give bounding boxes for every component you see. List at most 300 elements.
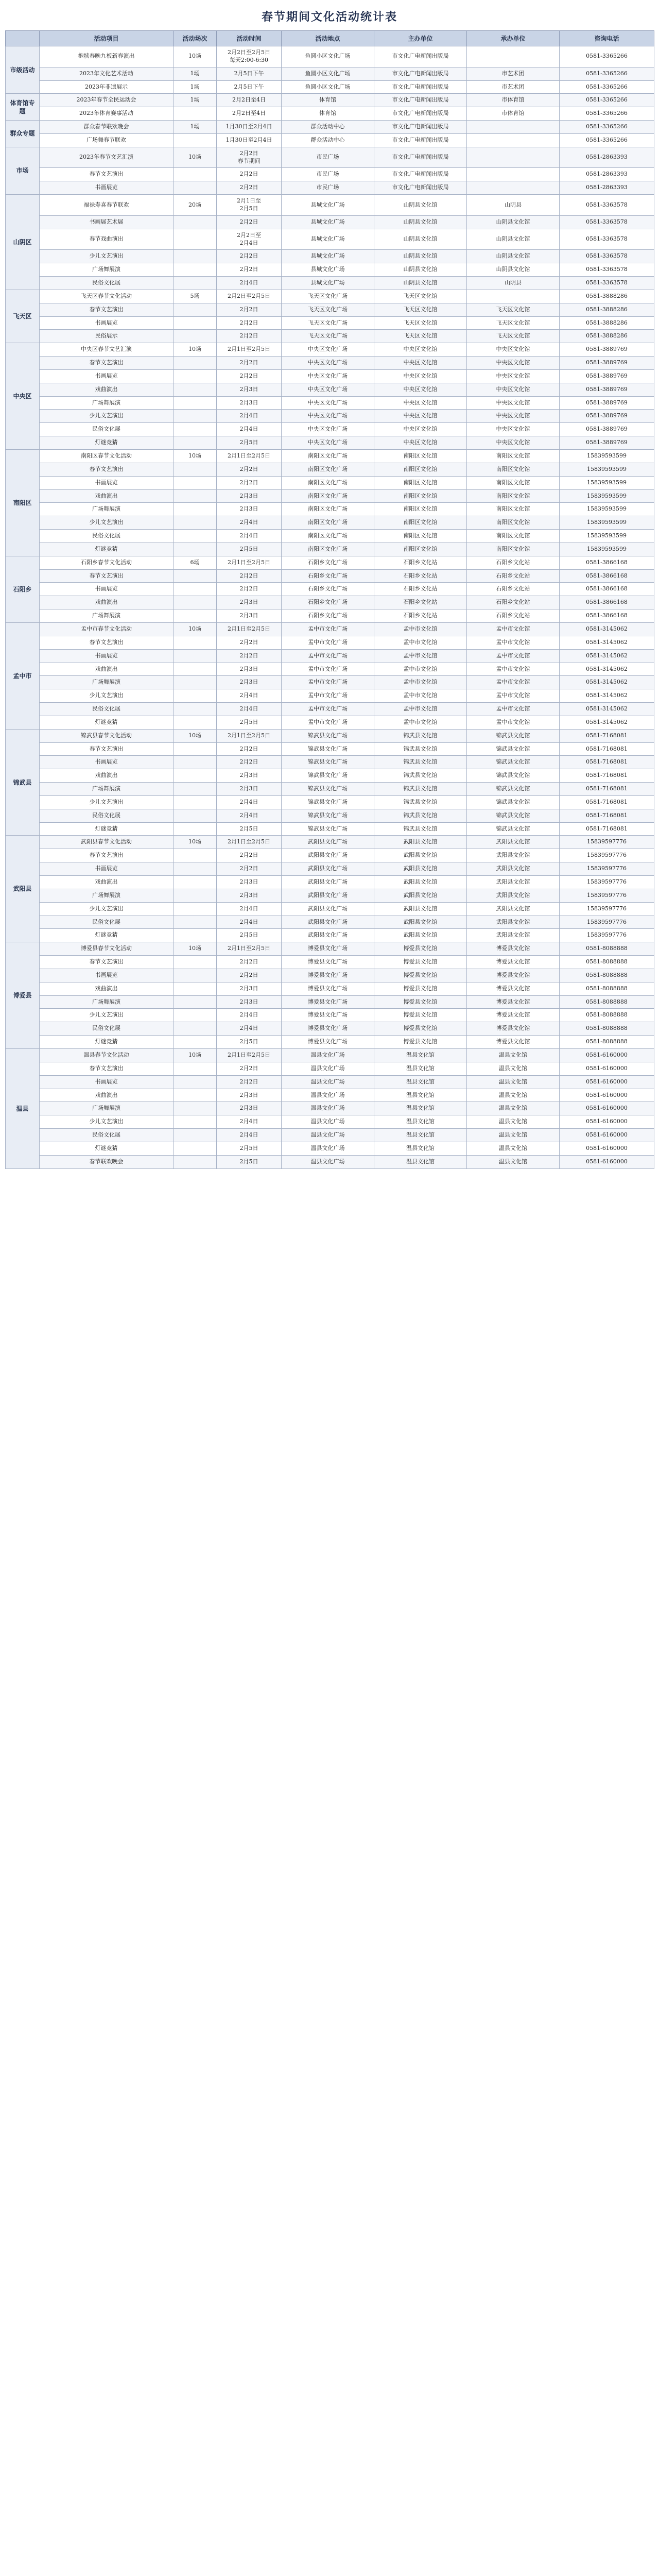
activity-time-cell: 2月4日 (217, 1129, 282, 1142)
activity-time-cell: 2月3日 (217, 609, 282, 623)
activity-time-cell: 1月30日至2月4日 (217, 133, 282, 147)
activity-place-cell: 温县文化广场 (282, 1089, 374, 1102)
activity-count-cell: 10场 (174, 1048, 217, 1062)
activity-name-cell: 民俗文化展 (40, 1129, 174, 1142)
activity-name-cell: 少儿文艺演出 (40, 689, 174, 703)
activity-phone-cell: 0581-3365266 (560, 94, 654, 107)
activity-host-cell: 飞天区文化馆 (374, 290, 467, 303)
activity-count-cell (174, 902, 217, 916)
activity-host-cell: 温县文化馆 (374, 1129, 467, 1142)
activity-time-cell: 2月2日 (217, 569, 282, 583)
activity-name-cell: 戏曲演出 (40, 982, 174, 995)
activity-organizer-cell: 南阳区文化馆 (467, 489, 560, 503)
activity-time-cell: 2月5日 (217, 1155, 282, 1168)
activity-count-cell (174, 263, 217, 277)
activity-count-cell (174, 676, 217, 689)
activity-time-cell: 2月1日至2月5日 (217, 556, 282, 569)
activity-phone-cell: 0581-3365266 (560, 107, 654, 121)
activity-host-cell: 山阴县文化馆 (374, 250, 467, 263)
table-row (6, 649, 654, 663)
table-row (6, 369, 654, 383)
activity-time-cell: 2月3日 (217, 383, 282, 396)
activity-host-cell: 博爱县文化馆 (374, 1036, 467, 1049)
activity-organizer-cell: 博爱县文化馆 (467, 1036, 560, 1049)
activity-place-cell: 孟中市文化广场 (282, 622, 374, 636)
activity-name-cell: 戏曲演出 (40, 663, 174, 676)
activity-phone-cell: 15839593599 (560, 450, 654, 463)
table-row (6, 181, 654, 195)
activity-time-cell: 2月2日 (217, 303, 282, 316)
activity-time-cell: 2月3日 (217, 503, 282, 516)
activity-phone-cell: 0581-3888286 (560, 290, 654, 303)
region-cell: 市级活动 (6, 46, 40, 94)
activity-name-cell: 戏曲演出 (40, 596, 174, 609)
activity-organizer-cell: 温县文化馆 (467, 1089, 560, 1102)
region-cell: 中央区 (6, 343, 40, 450)
table-row (6, 556, 654, 569)
activity-name-cell: 少儿文艺演出 (40, 516, 174, 530)
table-row (6, 215, 654, 229)
activity-organizer-cell: 石阳乡文化站 (467, 583, 560, 596)
activity-place-cell: 博爱县文化广场 (282, 982, 374, 995)
activity-name-cell: 孟中市春节文化活动 (40, 622, 174, 636)
activity-host-cell: 中央区文化馆 (374, 396, 467, 410)
activity-organizer-cell: 南阳区文化馆 (467, 530, 560, 543)
activity-place-cell: 武阳县文化广场 (282, 876, 374, 889)
activity-host-cell: 中央区文化馆 (374, 343, 467, 357)
activity-organizer-cell: 南阳区文化馆 (467, 543, 560, 556)
activity-count-cell: 10场 (174, 729, 217, 742)
activity-phone-cell: 0581-3363578 (560, 250, 654, 263)
activity-host-cell: 武阳县文化馆 (374, 836, 467, 849)
activity-phone-cell: 0581-3866168 (560, 583, 654, 596)
table-row (6, 769, 654, 783)
table-row (6, 476, 654, 489)
activity-host-cell: 南阳区文化馆 (374, 450, 467, 463)
activity-time-cell: 2月2日 (217, 583, 282, 596)
activity-place-cell: 温县文化广场 (282, 1142, 374, 1155)
activity-count-cell (174, 1089, 217, 1102)
activity-organizer-cell: 武阳县文化馆 (467, 916, 560, 929)
activity-name-cell: 灯谜竞猜 (40, 822, 174, 836)
activity-time-cell: 2月2日 (217, 263, 282, 277)
activity-count-cell (174, 583, 217, 596)
table-row (6, 1075, 654, 1089)
activity-time-cell: 2月3日 (217, 769, 282, 783)
activity-phone-cell: 0581-3145062 (560, 663, 654, 676)
activity-place-cell: 中央区文化广场 (282, 423, 374, 436)
table-row (6, 1129, 654, 1142)
activity-phone-cell: 0581-8088888 (560, 969, 654, 982)
activity-name-cell: 戏曲演出 (40, 1089, 174, 1102)
activity-host-cell: 南阳区文化馆 (374, 530, 467, 543)
table-row (6, 423, 654, 436)
activity-host-cell: 市文化广电新闻出版局 (374, 121, 467, 134)
table-row (6, 969, 654, 982)
activity-host-cell: 市文化广电新闻出版局 (374, 67, 467, 80)
activity-place-cell: 群众活动中心 (282, 133, 374, 147)
activity-host-cell: 山阴县文化馆 (374, 277, 467, 290)
activity-time-cell: 2月4日 (217, 703, 282, 716)
activity-time-cell: 2月1日至 2月5日 (217, 195, 282, 216)
activity-count-cell (174, 383, 217, 396)
activity-count-cell (174, 1155, 217, 1168)
table-row (6, 836, 654, 849)
activity-count-cell: 5场 (174, 290, 217, 303)
activity-table (5, 30, 654, 1169)
activity-host-cell: 飞天区文化馆 (374, 316, 467, 330)
activity-organizer-cell: 锦武县文化馆 (467, 729, 560, 742)
table-row (6, 1036, 654, 1049)
table-row (6, 703, 654, 716)
activity-time-cell: 2月2日 (217, 476, 282, 489)
activity-host-cell: 中央区文化馆 (374, 410, 467, 423)
activity-time-cell: 2月2日 (217, 742, 282, 756)
activity-host-cell: 温县文化馆 (374, 1089, 467, 1102)
activity-host-cell: 市文化广电新闻出版局 (374, 94, 467, 107)
activity-name-cell: 广场舞展演 (40, 676, 174, 689)
table-row (6, 889, 654, 902)
activity-time-cell: 2月2日 (217, 181, 282, 195)
activity-organizer-cell: 武阳县文化馆 (467, 929, 560, 942)
activity-name-cell: 少儿文艺演出 (40, 902, 174, 916)
activity-count-cell (174, 489, 217, 503)
table-row (6, 1102, 654, 1115)
activity-time-cell: 2月5日 (217, 1142, 282, 1155)
table-row (6, 277, 654, 290)
table-row (6, 956, 654, 969)
activity-host-cell: 市文化广电新闻出版局 (374, 181, 467, 195)
table-row (6, 609, 654, 623)
activity-name-cell: 2023年春节文艺汇演 (40, 147, 174, 168)
activity-phone-cell: 0581-3145062 (560, 622, 654, 636)
activity-count-cell (174, 663, 217, 676)
activity-count-cell (174, 181, 217, 195)
activity-phone-cell: 0581-7168081 (560, 769, 654, 783)
table-row (6, 942, 654, 956)
activity-place-cell: 鱼圆小区文化广场 (282, 46, 374, 67)
activity-phone-cell: 0581-8088888 (560, 1022, 654, 1036)
activity-organizer-cell: 中央区文化馆 (467, 357, 560, 370)
header-place: 活动地点 (282, 31, 374, 46)
activity-place-cell: 石阳乡文化广场 (282, 583, 374, 596)
activity-host-cell: 石阳乡文化站 (374, 596, 467, 609)
table-row (6, 783, 654, 796)
table-row (6, 290, 654, 303)
activity-organizer-cell: 南阳区文化馆 (467, 503, 560, 516)
activity-time-cell: 2月3日 (217, 676, 282, 689)
activity-place-cell: 武阳县文化广场 (282, 902, 374, 916)
activity-place-cell: 南阳区文化广场 (282, 543, 374, 556)
activity-name-cell: 2023年春节全民运动会 (40, 94, 174, 107)
activity-organizer-cell: 孟中市文化馆 (467, 649, 560, 663)
activity-organizer-cell: 中央区文化馆 (467, 383, 560, 396)
activity-host-cell: 武阳县文化馆 (374, 902, 467, 916)
activity-name-cell: 戏曲演出 (40, 489, 174, 503)
region-cell: 体育馆专题 (6, 94, 40, 121)
activity-host-cell: 市文化广电新闻出版局 (374, 46, 467, 67)
activity-place-cell: 孟中市文化广场 (282, 703, 374, 716)
activity-phone-cell: 15839597776 (560, 929, 654, 942)
activity-place-cell: 中央区文化广场 (282, 396, 374, 410)
activity-host-cell: 孟中市文化馆 (374, 663, 467, 676)
activity-phone-cell: 0581-6160000 (560, 1142, 654, 1155)
activity-host-cell: 山阴县文化馆 (374, 229, 467, 250)
activity-time-cell: 2月2日至4日 (217, 94, 282, 107)
activity-time-cell: 2月4日 (217, 530, 282, 543)
activity-time-cell: 2月2日 (217, 369, 282, 383)
activity-host-cell: 锦武县文化馆 (374, 822, 467, 836)
activity-time-cell: 2月1日至2月5日 (217, 622, 282, 636)
header-activity: 活动项目 (40, 31, 174, 46)
activity-host-cell: 市文化广电新闻出版局 (374, 107, 467, 121)
table-row (6, 1142, 654, 1155)
table-row (6, 516, 654, 530)
activity-organizer-cell: 温县文化馆 (467, 1075, 560, 1089)
activity-count-cell (174, 410, 217, 423)
activity-name-cell: 民俗文化展 (40, 423, 174, 436)
activity-place-cell: 县城文化广场 (282, 263, 374, 277)
activity-place-cell: 群众活动中心 (282, 121, 374, 134)
activity-count-cell (174, 1075, 217, 1089)
activity-phone-cell: 0581-2863393 (560, 181, 654, 195)
activity-organizer-cell: 锦武县文化馆 (467, 795, 560, 809)
activity-time-cell: 2月1日至2月5日 (217, 450, 282, 463)
activity-time-cell: 2月5日 (217, 1036, 282, 1049)
activity-name-cell: 广场舞展演 (40, 889, 174, 902)
table-row (6, 729, 654, 742)
activity-place-cell: 温县文化广场 (282, 1115, 374, 1129)
activity-host-cell: 市文化广电新闻出版局 (374, 147, 467, 168)
activity-host-cell: 武阳县文化馆 (374, 849, 467, 862)
header-count: 活动场次 (174, 31, 217, 46)
activity-organizer-cell: 市艺术团 (467, 67, 560, 80)
activity-time-cell: 2月1日至2月5日 (217, 836, 282, 849)
table-row (6, 636, 654, 649)
activity-organizer-cell: 锦武县文化馆 (467, 783, 560, 796)
table-row (6, 795, 654, 809)
activity-phone-cell: 0581-3889769 (560, 369, 654, 383)
activity-name-cell: 少儿文艺演出 (40, 1009, 174, 1022)
activity-host-cell: 锦武县文化馆 (374, 756, 467, 769)
activity-time-cell: 2月1日至2月5日 (217, 729, 282, 742)
activity-organizer-cell: 温县文化馆 (467, 1102, 560, 1115)
activity-name-cell: 2023年体育赛事活动 (40, 107, 174, 121)
activity-organizer-cell: 武阳县文化馆 (467, 836, 560, 849)
activity-phone-cell: 15839597776 (560, 849, 654, 862)
activity-time-cell: 2月5日下午 (217, 80, 282, 94)
activity-place-cell: 南阳区文化广场 (282, 489, 374, 503)
activity-phone-cell: 0581-6160000 (560, 1075, 654, 1089)
activity-place-cell: 锦武县文化广场 (282, 742, 374, 756)
activity-host-cell: 市文化广电新闻出版局 (374, 133, 467, 147)
table-row (6, 107, 654, 121)
activity-organizer-cell: 武阳县文化馆 (467, 902, 560, 916)
activity-time-cell: 2月2日 (217, 862, 282, 876)
activity-host-cell: 温县文化馆 (374, 1062, 467, 1075)
activity-time-cell: 2月5日 (217, 436, 282, 450)
page (5, 0, 654, 1179)
activity-time-cell: 2月3日 (217, 396, 282, 410)
activity-place-cell: 石阳乡文化广场 (282, 556, 374, 569)
activity-host-cell: 博爱县文化馆 (374, 1009, 467, 1022)
activity-host-cell: 孟中市文化馆 (374, 689, 467, 703)
activity-name-cell: 春节文艺演出 (40, 463, 174, 476)
activity-organizer-cell (467, 133, 560, 147)
activity-name-cell: 广场舞展演 (40, 783, 174, 796)
activity-name-cell: 中央区春节文艺汇演 (40, 343, 174, 357)
activity-place-cell: 县城文化广场 (282, 229, 374, 250)
activity-count-cell (174, 476, 217, 489)
activity-time-cell: 2月2日 (217, 1062, 282, 1075)
table-row (6, 543, 654, 556)
activity-place-cell: 石阳乡文化广场 (282, 609, 374, 623)
activity-host-cell: 温县文化馆 (374, 1142, 467, 1155)
activity-time-cell: 2月5日 (217, 822, 282, 836)
activity-count-cell (174, 889, 217, 902)
table-row (6, 809, 654, 822)
activity-count-cell (174, 303, 217, 316)
activity-name-cell: 春节文艺演出 (40, 303, 174, 316)
activity-place-cell: 武阳县文化广场 (282, 929, 374, 942)
activity-count-cell (174, 436, 217, 450)
activity-phone-cell: 15839593599 (560, 489, 654, 503)
region-cell: 锦武县 (6, 729, 40, 836)
table-row (6, 168, 654, 181)
activity-host-cell: 南阳区文化馆 (374, 463, 467, 476)
activity-name-cell: 少儿文艺演出 (40, 250, 174, 263)
region-cell: 石阳乡 (6, 556, 40, 622)
activity-place-cell: 博爱县文化广场 (282, 956, 374, 969)
activity-time-cell: 2月4日 (217, 423, 282, 436)
table-row (6, 583, 654, 596)
activity-name-cell: 灯谜竞猜 (40, 1036, 174, 1049)
activity-count-cell (174, 543, 217, 556)
activity-place-cell: 南阳区文化广场 (282, 476, 374, 489)
activity-place-cell: 石阳乡文化广场 (282, 596, 374, 609)
activity-host-cell: 孟中市文化馆 (374, 716, 467, 729)
activity-host-cell: 孟中市文化馆 (374, 649, 467, 663)
activity-count-cell (174, 596, 217, 609)
activity-organizer-cell: 孟中市文化馆 (467, 716, 560, 729)
table-row (6, 503, 654, 516)
activity-place-cell: 锦武县文化广场 (282, 809, 374, 822)
activity-place-cell: 飞天区文化广场 (282, 330, 374, 343)
activity-name-cell: 春节文艺演出 (40, 849, 174, 862)
activity-count-cell (174, 716, 217, 729)
activity-name-cell: 广场舞展演 (40, 503, 174, 516)
activity-organizer-cell: 中央区文化馆 (467, 343, 560, 357)
activity-name-cell: 春节文艺演出 (40, 742, 174, 756)
activity-phone-cell: 0581-3889769 (560, 357, 654, 370)
activity-phone-cell: 0581-3363578 (560, 277, 654, 290)
activity-name-cell: 福禄寿喜春节联欢 (40, 195, 174, 216)
table-row (6, 596, 654, 609)
activity-time-cell: 2月5日 (217, 929, 282, 942)
activity-organizer-cell: 飞天区文化馆 (467, 316, 560, 330)
activity-host-cell: 南阳区文化馆 (374, 516, 467, 530)
activity-phone-cell: 0581-6160000 (560, 1089, 654, 1102)
activity-organizer-cell: 山阴县文化馆 (467, 263, 560, 277)
activity-organizer-cell: 武阳县文化馆 (467, 862, 560, 876)
activity-name-cell: 春节文艺演出 (40, 569, 174, 583)
region-cell: 孟中市 (6, 622, 40, 729)
table-row (6, 862, 654, 876)
activity-name-cell: 广场舞展演 (40, 995, 174, 1009)
activity-place-cell: 县城文化广场 (282, 215, 374, 229)
activity-phone-cell: 0581-7168081 (560, 795, 654, 809)
activity-phone-cell: 0581-3888286 (560, 316, 654, 330)
region-cell: 飞天区 (6, 290, 40, 343)
activity-place-cell: 体育馆 (282, 94, 374, 107)
activity-name-cell: 戏曲演出 (40, 769, 174, 783)
activity-count-cell (174, 1102, 217, 1115)
activity-place-cell: 孟中市文化广场 (282, 636, 374, 649)
activity-organizer-cell: 博爱县文化馆 (467, 956, 560, 969)
activity-organizer-cell: 孟中市文化馆 (467, 676, 560, 689)
activity-phone-cell: 0581-7168081 (560, 822, 654, 836)
activity-count-cell (174, 742, 217, 756)
activity-time-cell: 2月2日至2月5日 每天2:00-6:30 (217, 46, 282, 67)
activity-organizer-cell: 孟中市文化馆 (467, 703, 560, 716)
table-row (6, 463, 654, 476)
activity-name-cell: 书画展览 (40, 649, 174, 663)
activity-name-cell: 少儿文艺演出 (40, 410, 174, 423)
page-title: 春节期间文化活动统计表 (261, 10, 397, 24)
activity-host-cell: 武阳县文化馆 (374, 876, 467, 889)
activity-time-cell: 2月3日 (217, 876, 282, 889)
activity-time-cell: 2月2日 (217, 168, 282, 181)
activity-organizer-cell (467, 121, 560, 134)
activity-phone-cell: 0581-3363578 (560, 229, 654, 250)
activity-time-cell: 2月3日 (217, 663, 282, 676)
activity-host-cell: 南阳区文化馆 (374, 489, 467, 503)
activity-organizer-cell: 山阴县文化馆 (467, 215, 560, 229)
activity-phone-cell: 0581-3365266 (560, 80, 654, 94)
activity-phone-cell: 0581-3145062 (560, 716, 654, 729)
activity-count-cell (174, 609, 217, 623)
activity-name-cell: 春节联欢晚会 (40, 1155, 174, 1168)
activity-host-cell: 山阴县文化馆 (374, 195, 467, 216)
activity-host-cell: 孟中市文化馆 (374, 703, 467, 716)
activity-phone-cell: 0581-3889769 (560, 410, 654, 423)
activity-place-cell: 市民广场 (282, 181, 374, 195)
activity-name-cell: 民俗展示 (40, 330, 174, 343)
activity-count-cell (174, 982, 217, 995)
activity-organizer-cell: 温县文化馆 (467, 1155, 560, 1168)
activity-organizer-cell: 博爱县文化馆 (467, 995, 560, 1009)
table-row (6, 303, 654, 316)
activity-name-cell: 群众春节联欢晚会 (40, 121, 174, 134)
table-row (6, 876, 654, 889)
activity-time-cell: 2月4日 (217, 916, 282, 929)
activity-time-cell: 2月2日 (217, 215, 282, 229)
activity-host-cell: 温县文化馆 (374, 1115, 467, 1129)
activity-phone-cell: 0581-3145062 (560, 703, 654, 716)
activity-organizer-cell: 温县文化馆 (467, 1142, 560, 1155)
activity-name-cell: 广场舞展演 (40, 1102, 174, 1115)
activity-host-cell: 石阳乡文化站 (374, 583, 467, 596)
activity-place-cell: 体育馆 (282, 107, 374, 121)
activity-name-cell: 书画展览 (40, 756, 174, 769)
activity-time-cell: 2月3日 (217, 783, 282, 796)
activity-host-cell: 博爱县文化馆 (374, 982, 467, 995)
activity-phone-cell: 0581-6160000 (560, 1129, 654, 1142)
activity-time-cell: 2月3日 (217, 1089, 282, 1102)
activity-organizer-cell: 石阳乡文化站 (467, 569, 560, 583)
activity-place-cell: 温县文化广场 (282, 1129, 374, 1142)
table-row (6, 1115, 654, 1129)
